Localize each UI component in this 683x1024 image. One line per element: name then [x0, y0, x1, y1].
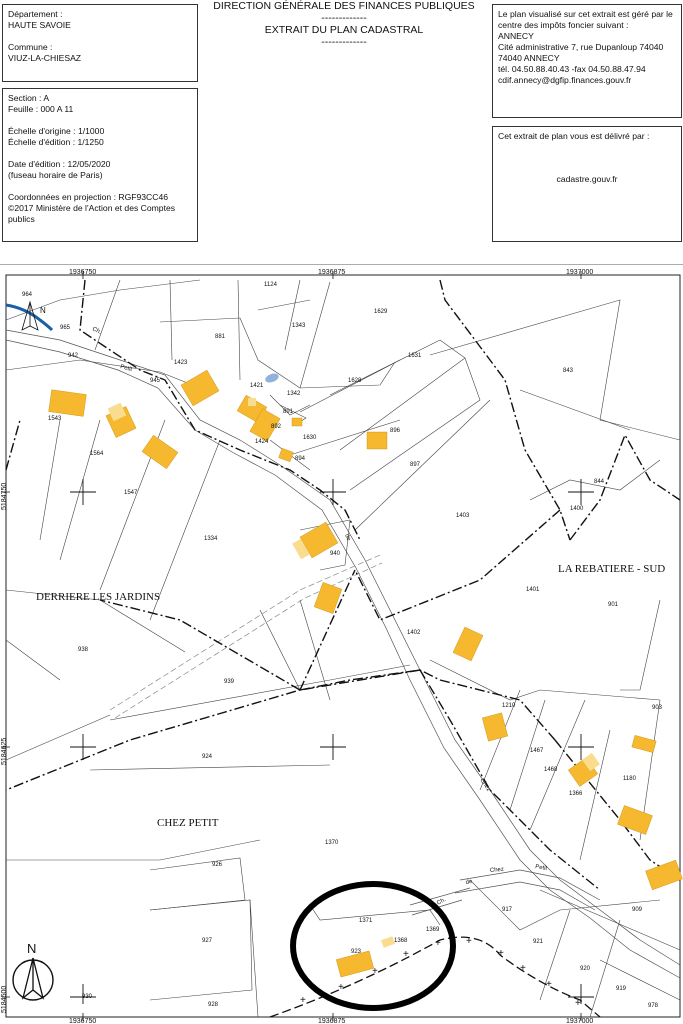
- parcel-number: 1421: [250, 383, 264, 389]
- parcel-number: 1402: [407, 630, 421, 636]
- parcel-number: 1403: [456, 513, 470, 519]
- parcel-number: 896: [390, 428, 401, 434]
- parcel-number: 930: [82, 994, 93, 1000]
- parcel-number: 1180: [623, 776, 636, 782]
- road-label-8: Petit: [534, 864, 548, 873]
- parcel-number: 901: [608, 602, 619, 608]
- north-arrow-small-icon: [22, 302, 46, 330]
- cross-boundary-line: [270, 937, 600, 1017]
- pond: [264, 372, 280, 384]
- parcel-number: 892: [271, 424, 282, 430]
- header-separator-2: -------------: [321, 36, 367, 48]
- parcel-number: 920: [580, 966, 591, 972]
- coord-x-top-3: 1937000: [566, 269, 594, 276]
- parcel-number: 1368: [394, 938, 408, 944]
- section-boundaries: [6, 280, 680, 890]
- road-label-7: Chez: [489, 866, 505, 874]
- info-box: [2, 88, 198, 242]
- tax-center-line-5: 74040 ANNECY: [498, 53, 560, 63]
- parcel-number: 1564: [90, 451, 104, 457]
- coord-y-3: 5184500: [1, 985, 8, 1013]
- dashed-lines: [110, 555, 382, 718]
- parcel-number: 924: [202, 754, 213, 760]
- svg-text:+: +: [300, 995, 306, 1006]
- parcel-number: 964: [22, 292, 33, 298]
- edition-date-text: Date d'édition : 12/05/2020: [8, 159, 111, 169]
- parcel-number: 919: [616, 986, 627, 992]
- coordinate-ticks: [2, 271, 581, 1021]
- parcel-number: 938: [78, 647, 89, 653]
- coord-x-bottom-1: 1936750: [69, 1018, 97, 1024]
- parcel-number: 1543: [48, 416, 62, 422]
- cadastral-map: [0, 264, 683, 1024]
- timezone-text: (fuseau horaire de Paris): [8, 170, 103, 180]
- parcel-number: 843: [563, 368, 574, 374]
- parcel-number: 978: [648, 1003, 659, 1009]
- parcel-number: 921: [533, 939, 544, 945]
- scale-origin-text: Échelle d'origine : 1/1000: [8, 126, 105, 136]
- feuille-text: Feuille : 000 A 11: [8, 104, 74, 114]
- header-title: DIRECTION GÉNÉRALE DES FINANCES PUBLIQUES: [213, 0, 475, 12]
- parcel-number: 1334: [204, 536, 218, 542]
- parcel-number: 1342: [287, 391, 301, 397]
- location-box: [2, 4, 198, 82]
- svg-text:+: +: [338, 982, 344, 993]
- delivery-site: cadastre.gouv.fr: [556, 174, 618, 184]
- svg-text:+: +: [372, 966, 378, 977]
- svg-text:+: +: [520, 963, 526, 974]
- tax-center-line-6: tél. 04.50.88.40.43 -fax 04.50.88.47.94: [498, 64, 646, 74]
- tax-center-line-3: ANNECY: [498, 31, 534, 41]
- coord-x-bottom-3: 1937000: [566, 1018, 594, 1024]
- svg-text:+: +: [466, 936, 472, 947]
- parcel-number: 1628: [348, 378, 362, 384]
- parcel-number: 939: [224, 679, 235, 685]
- parcel-number: 1424: [255, 439, 269, 445]
- tax-center-line-1: Le plan visualisé sur cet extrait est géré par le: [498, 9, 673, 19]
- delivery-box: [492, 126, 682, 242]
- place-derriere-les-jardins: DERRIERE LES JARDINS: [36, 591, 161, 603]
- tax-center-email: cdif.annecy@dgfip.finances.gouv.fr: [498, 75, 632, 85]
- north-letter-small: N: [40, 306, 46, 315]
- parcel-number: 1423: [174, 360, 188, 366]
- parcel-number: 903: [652, 705, 663, 711]
- parcel-number: 940: [330, 551, 341, 557]
- parcel-number: 1629: [374, 309, 388, 315]
- parcel-number: 1547: [124, 490, 138, 496]
- road-label-5: Ch.: [436, 896, 448, 907]
- parcel-number: 1467: [530, 748, 544, 754]
- svg-text:+: +: [403, 949, 409, 960]
- parcel-number: 926: [212, 862, 223, 868]
- compass-icon: [13, 941, 53, 1000]
- parcel-number: 942: [68, 353, 79, 359]
- parcel-number: 1400: [570, 506, 584, 512]
- document-header: [198, 0, 490, 48]
- svg-text:+: +: [498, 948, 504, 959]
- parcel-number: 1366: [569, 791, 583, 797]
- parcel-number: 844: [594, 479, 605, 485]
- road-label-4: Chez: [478, 777, 492, 793]
- parcel-number: 1631: [408, 353, 422, 359]
- svg-text:+: +: [546, 979, 552, 990]
- parcel-number: 881: [215, 334, 226, 340]
- section-text: Section : A: [8, 93, 50, 103]
- parcel-number: 945: [150, 378, 161, 384]
- parcel-number: 917: [502, 907, 513, 913]
- buildings-light: [108, 398, 600, 948]
- parcel-number: 1401: [526, 587, 540, 593]
- parcel-number: 1371: [359, 918, 373, 924]
- header-separator: -------------: [321, 12, 367, 24]
- coord-x-top-2: 1936875: [318, 269, 346, 276]
- commune-value: VIUZ-LA-CHIESAZ: [8, 53, 82, 63]
- road-label-6: de: [465, 878, 473, 886]
- parcel-number: 891: [283, 409, 294, 415]
- parcel-number: 1343: [292, 323, 306, 329]
- parcel-number: 1124: [264, 282, 277, 288]
- parcel-number: 923: [351, 949, 362, 955]
- parcel-lines: [6, 280, 680, 1017]
- parcel-number: 894: [295, 456, 306, 462]
- delivery-label: Cet extrait de plan vous est délivré par :: [498, 131, 650, 141]
- parcel-number: 965: [60, 325, 71, 331]
- department-value: HAUTE SAVOIE: [8, 20, 71, 30]
- tax-center-box: [492, 4, 682, 118]
- parcel-number: 909: [632, 907, 643, 913]
- place-chez-petit: CHEZ PETIT: [157, 817, 219, 829]
- parcel-number: 1630: [303, 435, 317, 441]
- copyright-text-2: publics: [8, 214, 35, 224]
- place-la-rebatiere-sud: LA REBATIERE - SUD: [558, 563, 666, 575]
- commune-label: Commune :: [8, 42, 53, 52]
- svg-text:+: +: [575, 998, 581, 1009]
- parcel-number: 928: [208, 1002, 219, 1008]
- parcel-number: 927: [202, 938, 213, 944]
- department-label: Département :: [8, 9, 63, 19]
- road-label-2: Petit: [119, 364, 133, 374]
- tax-center-line-4: Cité administrative 7, rue Dupanloup 74040: [498, 42, 664, 52]
- north-letter: N: [27, 941, 37, 956]
- parcel-number: 1468: [544, 767, 558, 773]
- header-subtitle: EXTRAIT DU PLAN CADASTRAL: [264, 24, 424, 36]
- roads: [6, 330, 680, 978]
- road-label-3: de: [343, 533, 352, 542]
- scale-edition-text: Échelle d'édition : 1/1250: [8, 137, 104, 147]
- parcel-number: 1369: [426, 927, 440, 933]
- parcel-number: 1370: [325, 840, 339, 846]
- copyright-text: ©2017 Ministère de l'Action et des Comptes: [8, 203, 176, 213]
- parcel-number: 897: [410, 462, 421, 468]
- coord-x-top-1: 1936750: [69, 269, 97, 276]
- svg-text:+: +: [435, 938, 441, 949]
- coord-y-1: 5184750: [1, 482, 8, 510]
- projection-text: Coordonnées en projection : RGF93CC46: [8, 192, 169, 202]
- parcel-number: 1210: [502, 703, 516, 709]
- coord-y-2: 5184625: [1, 737, 8, 765]
- road-label-1: Ch.: [91, 326, 103, 336]
- coord-x-bottom-2: 1936875: [318, 1018, 346, 1024]
- tax-center-line-2: centre des impôts foncier suivant :: [498, 20, 629, 30]
